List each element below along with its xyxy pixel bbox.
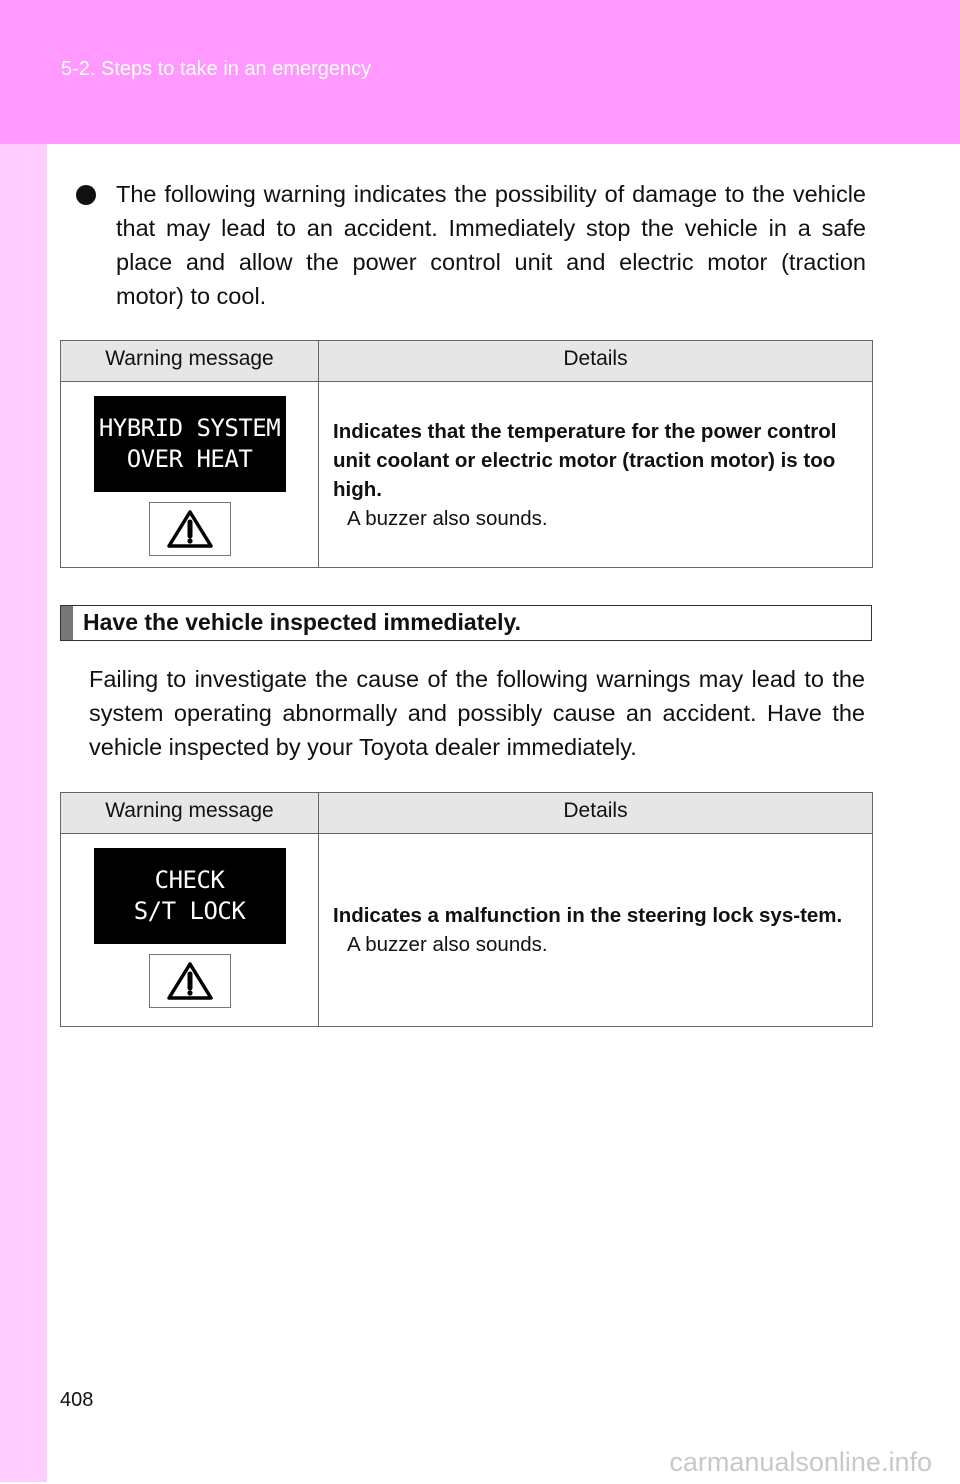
section-title: Have the vehicle inspected immediately. (83, 609, 522, 635)
display-line: HYBRID SYSTEM (98, 414, 281, 442)
detail-description: Indicates a malfunction in the steering lock sys-tem. (333, 904, 843, 927)
section-accent (61, 606, 73, 640)
bullet-paragraph (76, 177, 866, 313)
warning-message-cell (61, 382, 319, 568)
detail-note: A buzzer also sounds. (347, 933, 548, 956)
warning-triangle-icon (149, 502, 231, 556)
details-cell (319, 382, 873, 568)
column-header-message: Warning message (61, 793, 319, 834)
details-cell (319, 834, 873, 1027)
section-paragraph: Failing to investigate the cause of the following warnings may lead to the system operating abnormally and possibly cause an accident. Have the vehicle inspected by your Toyota dealer immediately. (89, 666, 865, 760)
column-header-message: Warning message (61, 341, 319, 382)
warning-table-overheat (60, 340, 873, 568)
section-heading (60, 605, 872, 641)
warning-table-steering-lock (60, 792, 873, 1027)
column-header-details: Details (319, 341, 873, 382)
column-header-details: Details (319, 793, 873, 834)
display-line: CHECK (154, 866, 225, 894)
display-line: OVER HEAT (126, 445, 253, 473)
warning-message-cell (61, 834, 319, 1027)
detail-description: Indicates that the temperature for the power control unit coolant or electric motor (traction motor) is too high. (333, 419, 837, 501)
multi-info-display (94, 848, 286, 944)
detail-note: A buzzer also sounds. (347, 506, 548, 530)
multi-info-display (94, 396, 286, 492)
watermark: carmanualsonline.info (669, 1447, 932, 1477)
section-breadcrumb: 5-2. Steps to take in an emergency (61, 58, 372, 80)
bullet-icon (76, 185, 96, 205)
page-header (0, 0, 960, 144)
side-margin-strip (0, 144, 47, 1482)
bullet-text: The following warning indicates the possibility of damage to the vehicle that may lead to an accident. Immediately stop the vehicle in a safe place and allow the power control unit and electric motor (traction motor) to cool. (116, 181, 866, 309)
warning-triangle-icon (149, 954, 231, 1008)
display-line: S/T LOCK (133, 897, 246, 925)
page-number: 408 (60, 1389, 94, 1411)
